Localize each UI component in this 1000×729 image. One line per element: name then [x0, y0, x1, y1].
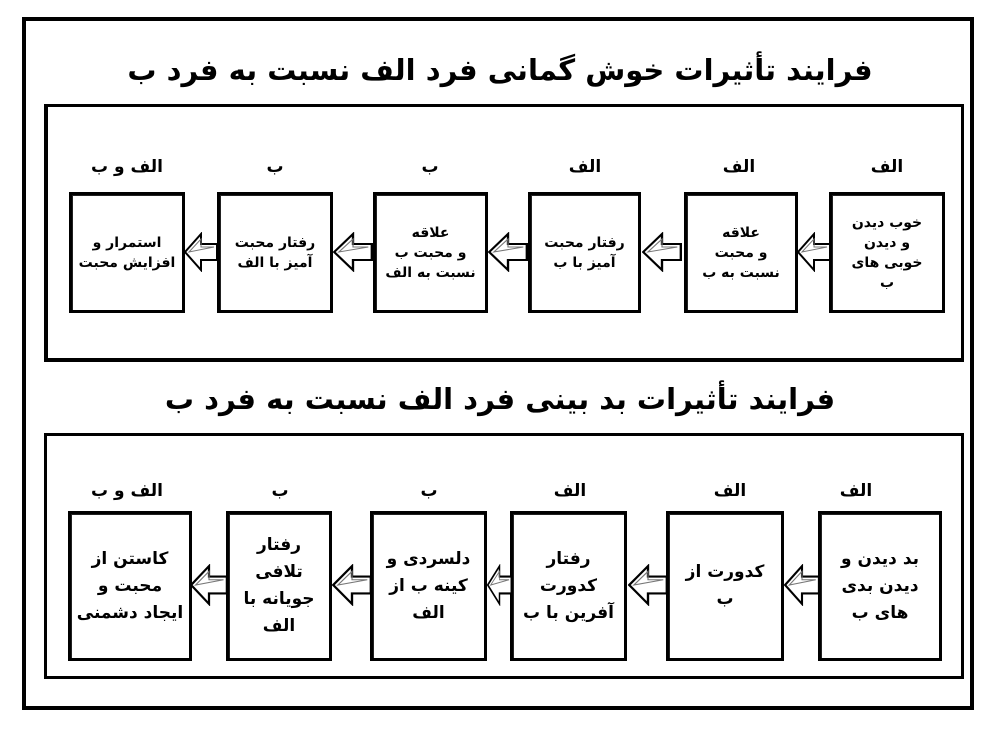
- diagram-2-step-6-actor: الف و ب: [91, 481, 163, 501]
- diagram-1-step-5-actor: ب: [266, 157, 284, 177]
- diagram-1-arrow-1: [797, 232, 831, 272]
- diagram-2-step-1-actor: الف: [839, 481, 873, 501]
- diagram-1-step-4-box: علاقه و محبت ب نسبت به الف: [373, 192, 488, 313]
- diagram-2-step-1-box: بد دیدن و دیدن بدی های ب: [818, 511, 942, 661]
- diagram-2-arrow-3: [487, 564, 512, 606]
- diagram-2-step-5-box: رفتار تلافی جویانه با الف: [226, 511, 332, 661]
- diagram-1-step-1-actor: الف: [870, 157, 904, 177]
- diagram-2-arrow-1: [784, 564, 820, 606]
- diagram-2-arrow-4: [332, 564, 372, 606]
- diagram-1-title: فرایند تأثیرات خوش گمانی فرد الف نسبت به فرد ب: [127, 53, 873, 87]
- diagram-2-step-5-actor: ب: [271, 481, 289, 501]
- diagram-1-step-6-box: استمرار و افزایش محبت: [69, 192, 185, 313]
- diagram-2-title: فرایند تأثیرات بد بینی فرد الف نسبت به فرد ب: [164, 382, 836, 416]
- diagram-1-step-2-box: علاقه و محبت نسبت به ب: [684, 192, 798, 313]
- diagram-1-arrow-5: [184, 232, 218, 272]
- diagram-2-step-3-box: رفتار کدورت آفرین با ب: [510, 511, 627, 661]
- diagram-1-step-2-actor: الف: [722, 157, 756, 177]
- diagram-2-step-4-actor: ب: [420, 481, 438, 501]
- diagram-1-step-1-box: خوب دیدن و دیدن خوبی های ب: [829, 192, 945, 313]
- diagram-1-step-6-actor: الف و ب: [91, 157, 163, 177]
- diagram-1-arrow-4: [333, 232, 373, 272]
- diagram-1-step-5-box: رفتار محبت آمیز با الف: [217, 192, 333, 313]
- diagram-2-arrow-2: [628, 564, 668, 606]
- diagram-1-arrow-2: [642, 232, 682, 272]
- diagram-1-step-3-box: رفتار محبت آمیز با ب: [528, 192, 641, 313]
- diagram-2-step-3-actor: الف: [553, 481, 587, 501]
- diagram-1-arrow-3: [488, 232, 528, 272]
- diagram-1-step-3-actor: الف: [568, 157, 602, 177]
- diagram-2-step-2-box: کدورت از ب: [666, 511, 784, 661]
- diagram-1-step-4-actor: ب: [421, 157, 439, 177]
- diagram-2-step-6-box: کاستن از محبت و ایجاد دشمنی: [68, 511, 192, 661]
- diagram-2-arrow-5: [190, 564, 228, 606]
- diagram-2-step-4-box: دلسردی و کینه ب از الف: [370, 511, 487, 661]
- diagram-2-step-2-actor: الف: [713, 481, 747, 501]
